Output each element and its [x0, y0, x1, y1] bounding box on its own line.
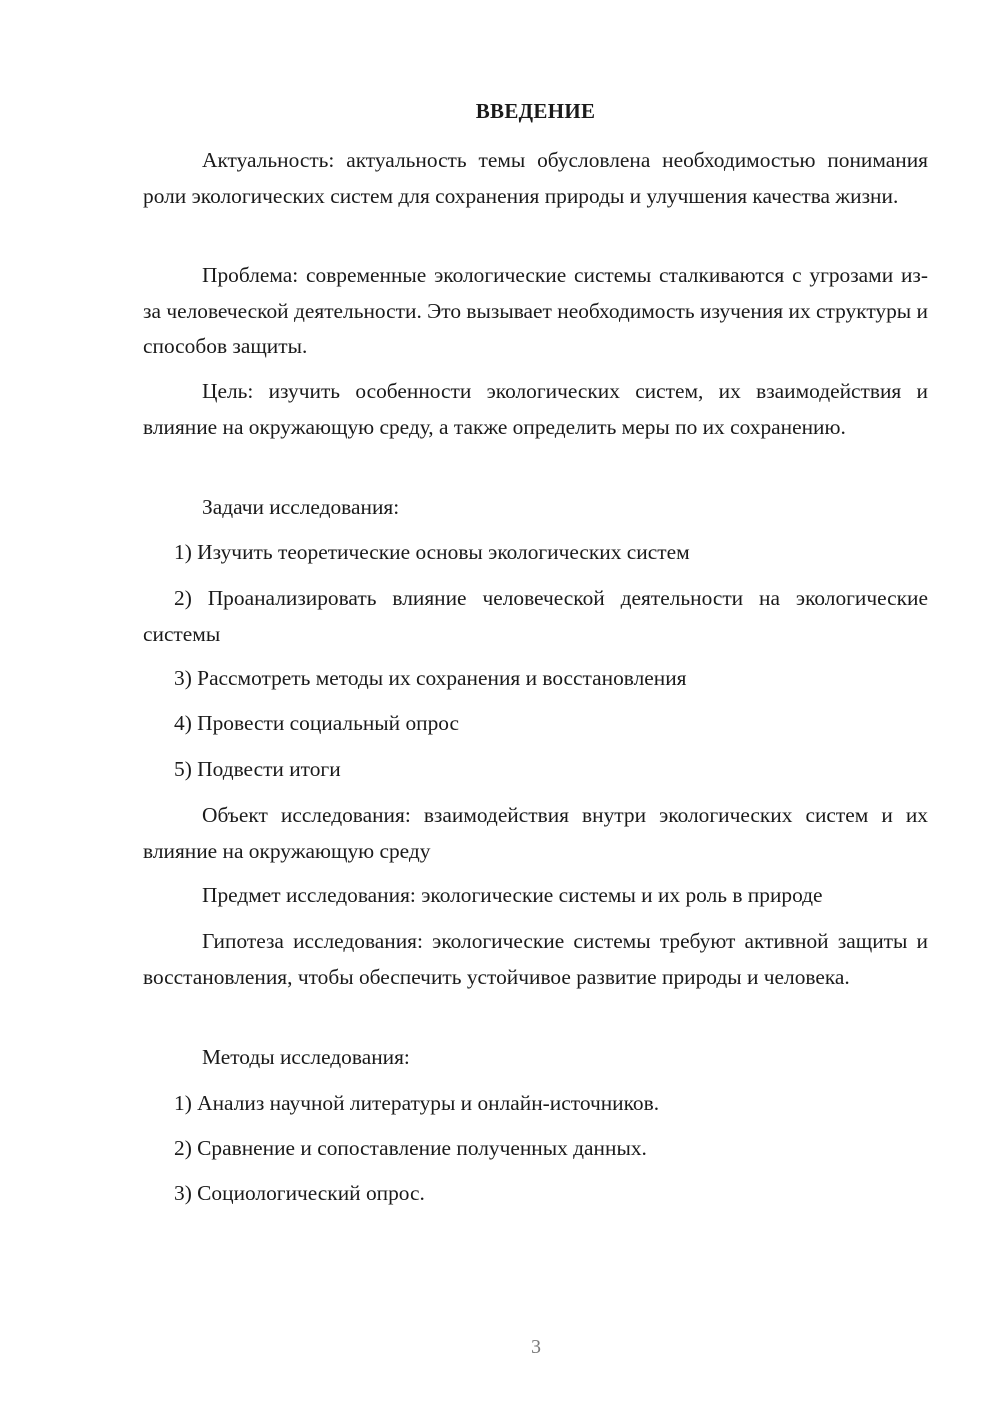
- paragraph-goal: Цель: изучить особенности экологических систем, их взаимодействия и влияние на окружающую среду, а также определить меры по их сохранению.: [143, 379, 928, 439]
- task-item-3: 3) Рассмотреть методы их сохранения и восстановления: [174, 666, 687, 690]
- task-item-1: 1) Изучить теоретические основы экологических систем: [174, 540, 690, 564]
- paragraph-subject: Предмет исследования: экологические системы и их роль в природе: [202, 883, 823, 907]
- method-item-2: 2) Сравнение и сопоставление полученных данных.: [174, 1136, 647, 1160]
- method-item-1: 1) Анализ научной литературы и онлайн-источников.: [174, 1091, 660, 1115]
- task-item-5: 5) Подвести итоги: [174, 757, 341, 781]
- method-item-3: 3) Социологический опрос.: [174, 1181, 425, 1205]
- paragraph-relevance: Актуальность: актуальность темы обусловлена необходимостью понимания роли экологических систем для сохранения природы и улучшения качества жизни.: [143, 148, 928, 208]
- section-heading: ВВЕДЕНИЕ: [475, 99, 596, 123]
- paragraph-problem: Проблема: современные экологические системы сталкиваются с угрозами из-за человеческой деятельности. Это вызывает необходимость изучения их структуры и способов защиты.: [143, 263, 928, 358]
- paragraph-object: Объект исследования: взаимодействия внутри экологических систем и их влияние на окружающую среду: [143, 803, 928, 863]
- page-number: 3: [531, 1336, 541, 1358]
- paragraph-methods-intro: Методы исследования:: [202, 1045, 410, 1069]
- task-item-2: 2) Проанализировать влияние человеческой деятельности на экологические системы: [143, 586, 928, 646]
- paragraph-hypothesis: Гипотеза исследования: экологические системы требуют активной защиты и восстановления, чтобы обеспечить устойчивое развитие природы и человека.: [143, 929, 928, 989]
- task-item-4: 4) Провести социальный опрос: [174, 711, 460, 735]
- paragraph-tasks-intro: Задачи исследования:: [202, 495, 400, 519]
